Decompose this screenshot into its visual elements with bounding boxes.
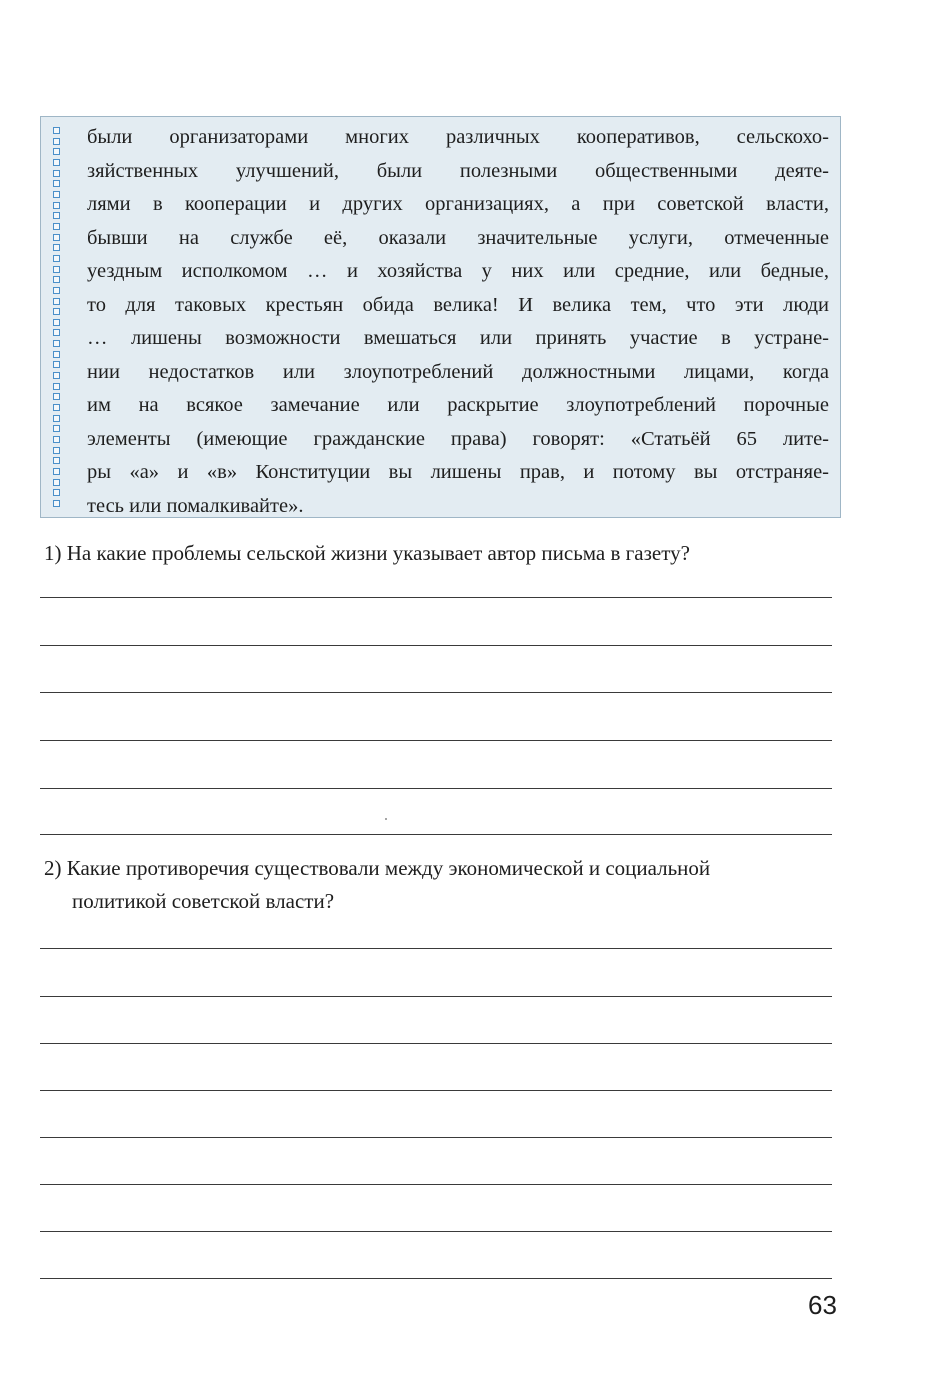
rail-square-icon xyxy=(53,127,60,134)
source-quote-box xyxy=(40,116,841,518)
rail-square-icon xyxy=(53,223,60,230)
quote-line: бывши на службе её, оказали значительные услуги, отмеченные xyxy=(87,226,829,249)
rail-square-icon xyxy=(53,351,60,358)
question-1 xyxy=(44,537,844,570)
answer-line[interactable] xyxy=(40,996,832,997)
rail-square-icon xyxy=(53,212,60,219)
answer-line[interactable] xyxy=(40,948,832,949)
answer-line[interactable] xyxy=(40,834,832,835)
quote-line: были организаторами многих различных кооперативов, сельскохо- xyxy=(87,126,829,148)
quote-line: им на всякое замечание или раскрытие злоупотреблений порочные xyxy=(87,394,829,416)
rail-square-icon xyxy=(53,468,60,475)
quote-line: … лишены возможности вмешаться или принять участие в устране- xyxy=(87,327,829,349)
rail-square-icon xyxy=(53,479,60,486)
rail-square-icon xyxy=(53,287,60,294)
answer-line[interactable] xyxy=(40,788,832,789)
rail-square-icon xyxy=(53,255,60,262)
rail-square-icon xyxy=(53,436,60,443)
rail-square-icon xyxy=(53,298,60,305)
rail-square-icon xyxy=(53,170,60,177)
rail-square-icon xyxy=(53,372,60,379)
rail-square-icon xyxy=(53,383,60,390)
rail-square-icon xyxy=(53,244,60,251)
rail-square-icon xyxy=(53,159,60,166)
rail-square-icon xyxy=(53,457,60,464)
rail-square-icon xyxy=(53,489,60,496)
rail-square-icon xyxy=(53,191,60,198)
rail-square-icon xyxy=(53,234,60,241)
rail-square-icon xyxy=(53,361,60,368)
question-text: На какие проблемы сельской жизни указывает автор письма в газету? xyxy=(66,541,690,565)
quote-line: нии недостатков или злоупотреблений должностными лицами, когда xyxy=(87,360,829,383)
question-number: 2) xyxy=(44,856,62,880)
question-text-line-1: Какие противоречия существовали между экономической и социальной xyxy=(66,856,711,880)
rail-square-icon xyxy=(53,319,60,326)
answer-line[interactable] xyxy=(40,740,832,741)
answer-line[interactable] xyxy=(40,1231,832,1232)
rail-square-icon xyxy=(53,148,60,155)
rail-square-icon xyxy=(53,308,60,315)
rail-square-icon xyxy=(53,447,60,454)
question-2 xyxy=(44,852,844,918)
quote-line: ры «а» и «в» Конституции вы лишены прав, и потому вы отстраняе- xyxy=(87,461,829,483)
rail-square-icon xyxy=(53,266,60,273)
rail-square-icon xyxy=(53,340,60,347)
question-number: 1) xyxy=(44,541,62,565)
answer-line[interactable] xyxy=(40,645,832,646)
scan-speck xyxy=(385,818,387,820)
rail-square-icon xyxy=(53,276,60,283)
answer-line[interactable] xyxy=(40,1278,832,1279)
quote-line: зяйственных улучшений, были полезными общественными деяте- xyxy=(87,159,829,182)
question-text-line-2: политикой советской власти? xyxy=(72,889,335,913)
quote-box-decorative-rail xyxy=(50,127,62,507)
quote-line: то для таковых крестьян обида велика! И велика тем, что эти люди xyxy=(87,293,829,316)
rail-square-icon xyxy=(53,393,60,400)
answer-line[interactable] xyxy=(40,1090,832,1091)
answer-line[interactable] xyxy=(40,1043,832,1044)
rail-square-icon xyxy=(53,202,60,209)
rail-square-icon xyxy=(53,500,60,507)
rail-square-icon xyxy=(53,425,60,432)
rail-square-icon xyxy=(53,138,60,145)
answer-line[interactable] xyxy=(40,1137,832,1138)
rail-square-icon xyxy=(53,415,60,422)
answer-line[interactable] xyxy=(40,692,832,693)
page-number: 63 xyxy=(808,1290,837,1320)
answer-line[interactable] xyxy=(40,597,832,598)
quote-line: уездным исполкомом … и хозяйства у них или средние, или бедные, xyxy=(87,260,829,282)
quote-line: элементы (имеющие гражданские права) говорят: «Статьёй 65 лите- xyxy=(87,427,829,450)
quote-line: тесь или помалкивайте». xyxy=(87,494,304,517)
answer-line[interactable] xyxy=(40,1184,832,1185)
rail-square-icon xyxy=(53,329,60,336)
rail-square-icon xyxy=(53,180,60,187)
rail-square-icon xyxy=(53,404,60,411)
quote-text xyxy=(87,121,829,523)
quote-line: лями в кооперации и других организациях, а при советской власти, xyxy=(87,193,829,215)
